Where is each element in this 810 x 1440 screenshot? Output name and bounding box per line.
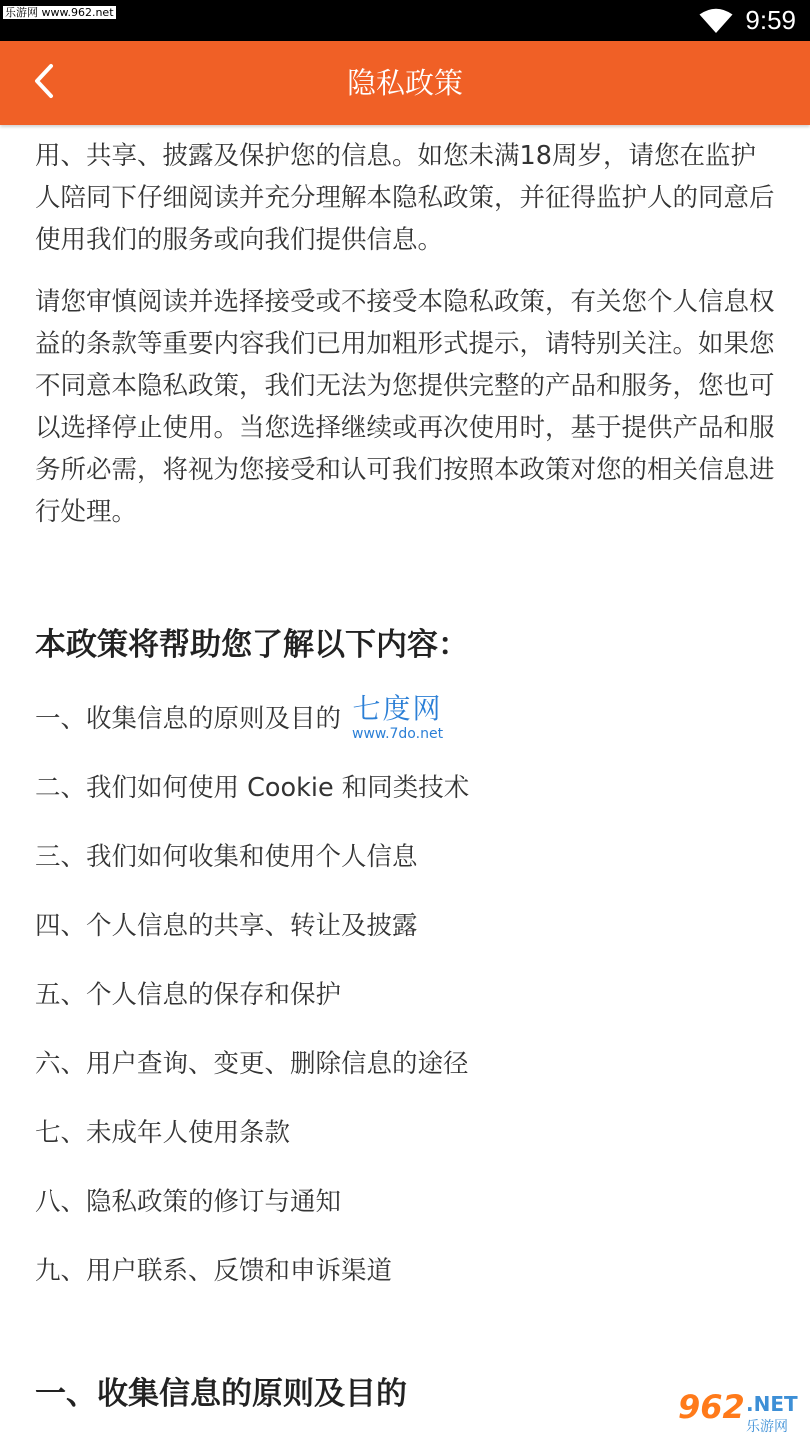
- app-bar: [0, 41, 810, 125]
- back-button[interactable]: [12, 51, 76, 115]
- status-bar: [0, 0, 810, 41]
- site962-watermark-net: .NET: [746, 1392, 798, 1416]
- site962-watermark-sub: 乐游网: [746, 1419, 788, 1435]
- toc-item-5: 五、个人信息的保存和保护: [35, 980, 342, 1010]
- page-title: 隐私政策: [346, 66, 463, 100]
- toc-item-6: 六、用户查询、变更、删除信息的途径: [35, 1049, 469, 1079]
- policy-content[interactable]: [35, 125, 775, 1416]
- qidu-watermark-name: 七度网: [352, 692, 443, 725]
- toc-list: [35, 689, 775, 1310]
- toc-item-1: 一、收集信息的原则及目的: [35, 704, 342, 734]
- toc-item-2: 二、我们如何使用 Cookie 和同类技术: [35, 773, 470, 803]
- qidu-watermark-url: www.7do.net: [352, 726, 444, 742]
- status-site-label: 乐游网 www.962.net: [5, 6, 114, 19]
- toc-item-4: 四、个人信息的共享、转让及披露: [35, 911, 418, 941]
- notice-paragraph: 请您审慎阅读并选择接受或不接受本隐私政策，有关您个人信息权益的条款等重要内容我们已用加粗形式提示，请特别关注。如果您不同意本隐私政策，我们无法为您提供完整的产品和服务，您也可以选择停止使用。当您选择继续或再次使用时，基于提供产品和服务所必需，将视为您接受和认可我们按照本政策对您的相关信息进行处理。: [35, 287, 775, 527]
- toc-item-8: 八、隐私政策的修订与通知: [35, 1187, 342, 1217]
- status-right: [699, 0, 796, 41]
- toc-item-9: 九、用户联系、反馈和申诉渠道: [35, 1256, 393, 1286]
- section-1-heading: 一、收集信息的原则及目的: [35, 1376, 407, 1412]
- status-time: 9:59: [745, 5, 796, 35]
- toc-heading: 本政策将帮助您了解以下内容：: [35, 627, 469, 663]
- toc-item-7: 七、未成年人使用条款: [35, 1118, 291, 1148]
- intro-paragraph: 用、共享、披露及保护您的信息。如您未满18周岁，请您在监护人陪同下仔细阅读并充分理解本隐私政策，并征得监护人的同意后使用我们的服务或向我们提供信息。: [35, 141, 775, 255]
- chevron-left-icon: [31, 63, 57, 103]
- toc-item-3: 三、我们如何收集和使用个人信息: [35, 842, 418, 872]
- wifi-icon: [699, 8, 733, 34]
- site962-watermark-main: 962: [678, 1388, 745, 1426]
